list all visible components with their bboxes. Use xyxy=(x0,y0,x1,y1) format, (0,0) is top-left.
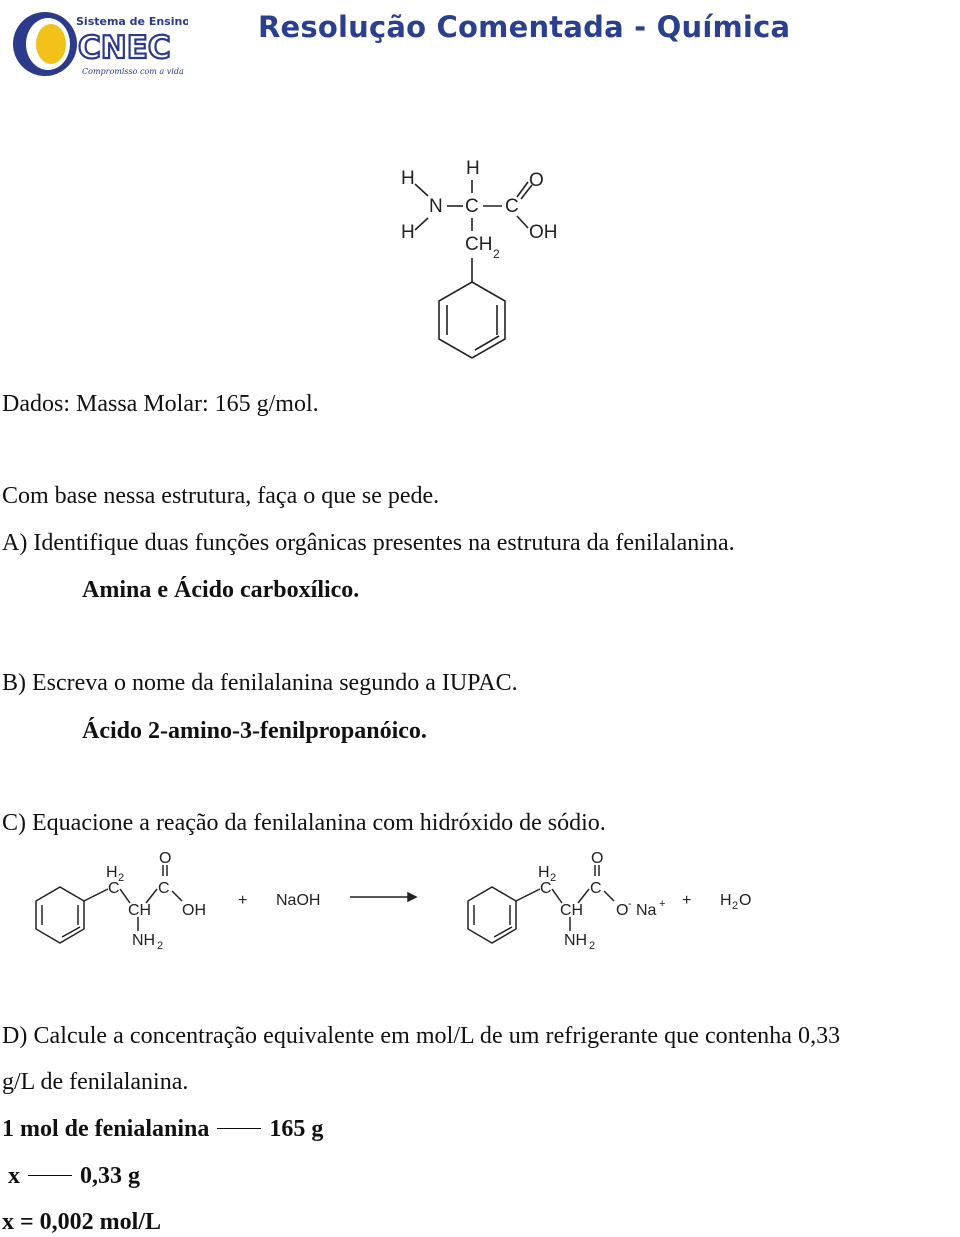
question-c: C) Equacione a reação da fenilalanina com hidróxido de sódio. xyxy=(2,810,606,836)
svg-text:+: + xyxy=(659,898,666,910)
svg-text:O: O xyxy=(529,170,544,191)
svg-text:C: C xyxy=(158,880,170,897)
svg-text:-: - xyxy=(628,898,632,910)
phenylalanine-structure xyxy=(395,150,570,370)
svg-text:2: 2 xyxy=(493,247,500,261)
calc-line-2 xyxy=(8,1162,140,1190)
svg-text:OH: OH xyxy=(529,222,558,243)
svg-text:C: C xyxy=(108,880,120,897)
svg-text:C: C xyxy=(590,880,602,897)
reaction-equation xyxy=(20,845,810,960)
answer-a: Amina e Ácido carboxílico. xyxy=(82,577,360,603)
answer-b: Ácido 2-amino-3-fenilpropanóico. xyxy=(82,718,427,744)
svg-text:O: O xyxy=(616,902,629,919)
svg-text:H: H xyxy=(466,158,480,179)
connector-line xyxy=(217,1128,261,1129)
connector-line xyxy=(28,1175,72,1176)
calc-line-1 xyxy=(2,1115,323,1143)
svg-text:2: 2 xyxy=(157,940,164,952)
dados-line: Dados: Massa Molar: 165 g/mol. xyxy=(2,391,319,417)
svg-text:N: N xyxy=(429,196,443,217)
svg-text:O: O xyxy=(739,892,752,909)
cnec-logo xyxy=(8,6,188,80)
svg-text:CH: CH xyxy=(560,902,584,919)
svg-text:C: C xyxy=(540,880,552,897)
svg-text:O: O xyxy=(591,850,604,867)
svg-text:2: 2 xyxy=(732,900,739,912)
svg-text:NH: NH xyxy=(564,932,588,949)
svg-text:NH: NH xyxy=(132,932,156,949)
svg-text:2: 2 xyxy=(589,940,596,952)
svg-text:+: + xyxy=(238,892,248,909)
svg-text:H: H xyxy=(720,892,732,909)
calc-result: x = 0,002 mol/L xyxy=(2,1209,162,1235)
question-b: B) Escreva o nome da fenilalanina segundo a IUPAC. xyxy=(2,670,518,696)
calc-line-2-left: x xyxy=(8,1163,20,1189)
svg-text:+: + xyxy=(682,892,692,909)
calc-line-2-right: 0,33 g xyxy=(80,1163,140,1189)
svg-text:OH: OH xyxy=(182,902,206,919)
logo-main-text: CNEC xyxy=(78,30,171,66)
logo-tagline: Compromisso com a vida xyxy=(82,67,184,76)
svg-text:C: C xyxy=(465,196,479,217)
svg-text:CH: CH xyxy=(128,902,152,919)
svg-text:H: H xyxy=(538,864,550,881)
question-a: A) Identifique duas funções orgânicas presentes na estrutura da fenilalanina. xyxy=(2,530,735,556)
svg-text:NaOH: NaOH xyxy=(276,892,321,909)
svg-text:H: H xyxy=(401,222,415,243)
question-d-line1: D) Calcule a concentração equivalente em mol/L de um refrigerante que contenha 0,33 xyxy=(2,1023,841,1049)
svg-text:2: 2 xyxy=(550,872,557,884)
page-title: Resolução Comentada - Química xyxy=(258,10,791,44)
calc-line-1-left: 1 mol de fenialanina xyxy=(2,1116,210,1142)
logo-top-text: Sistema de Ensino xyxy=(76,15,188,28)
svg-text:H: H xyxy=(401,168,415,189)
svg-text:H: H xyxy=(106,864,118,881)
svg-text:CH: CH xyxy=(465,234,493,255)
svg-text:C: C xyxy=(505,196,519,217)
svg-text:O: O xyxy=(159,850,172,867)
question-d-line2: g/L de fenilalanina. xyxy=(2,1069,189,1095)
svg-text:Na: Na xyxy=(636,902,657,919)
svg-text:2: 2 xyxy=(118,872,125,884)
intro-line: Com base nessa estrutura, faça o que se pede. xyxy=(2,483,440,509)
calc-line-1-right: 165 g xyxy=(269,1116,324,1142)
